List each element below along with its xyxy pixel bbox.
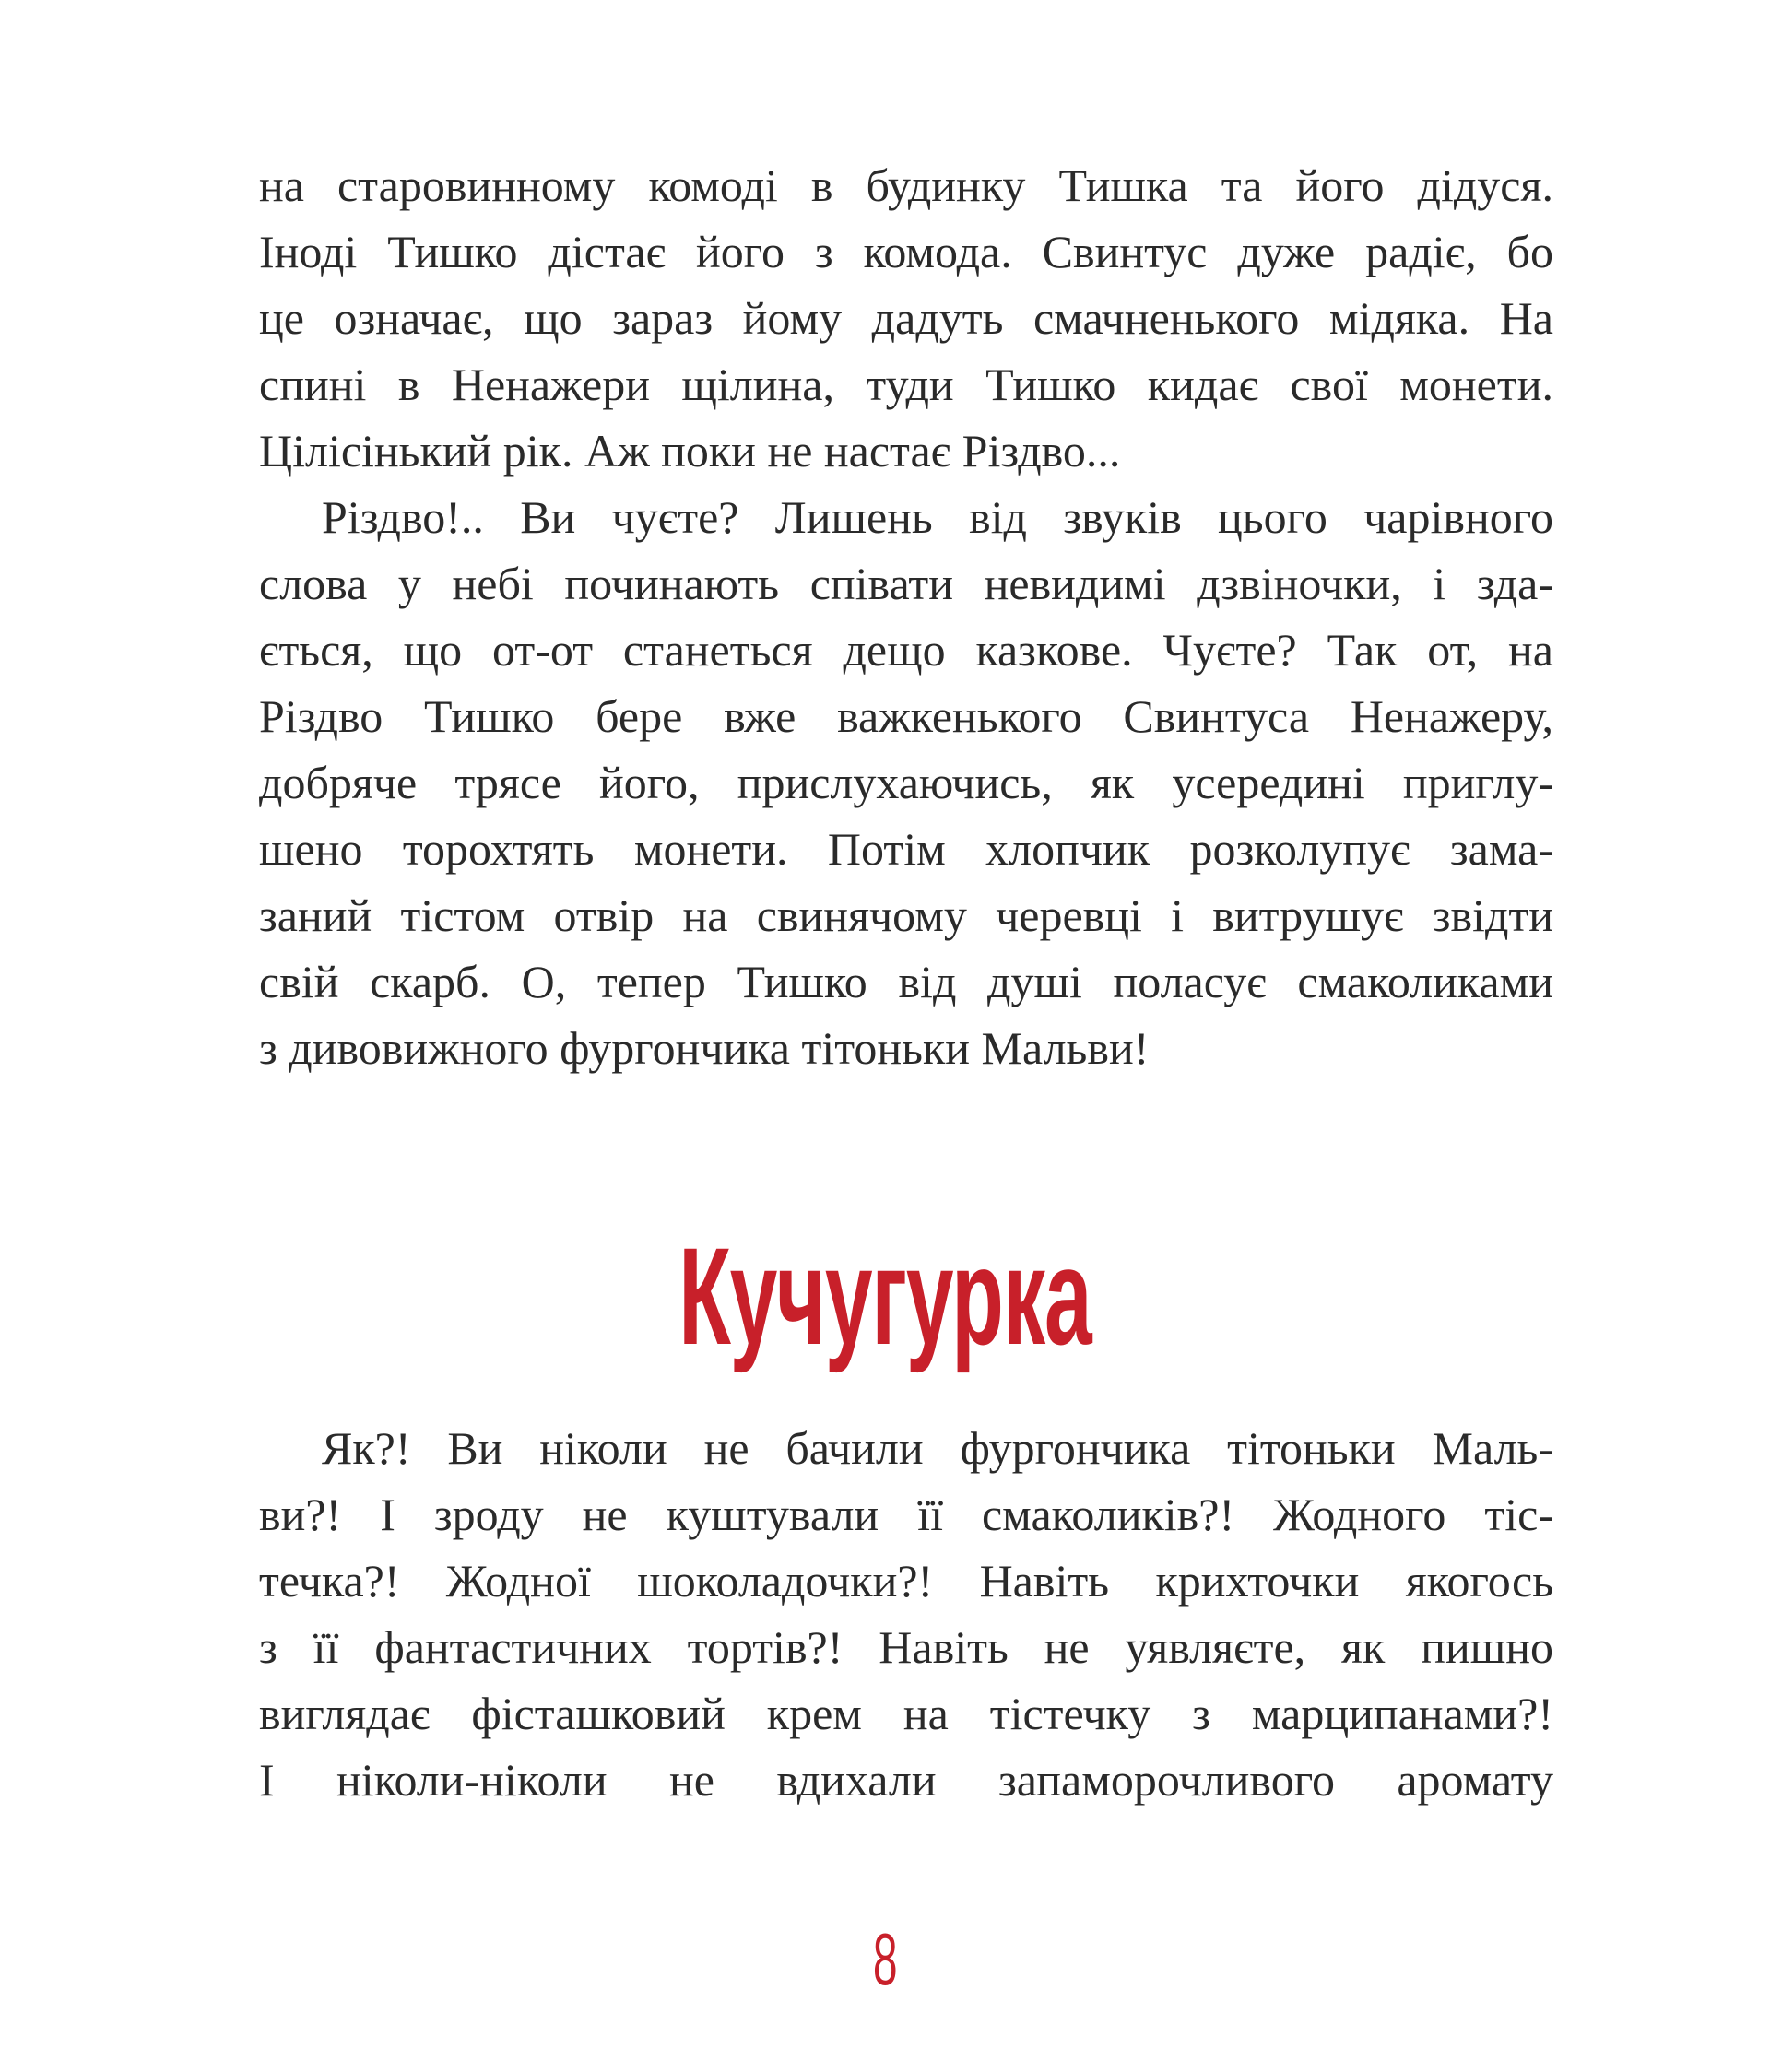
text-line: спині в Ненажери щілина, туди Тишко кидає свої монети. [259,359,1553,410]
chapter-title [0,1217,1770,1376]
text-line: це означає, що зараз йому дадуть смачненького мідяка. На [259,292,1553,344]
text-line: І ніколи-ніколи не вдихали запаморочливого аромату [259,1754,1553,1806]
text-line: заний тістом отвір на свинячому черевці і витрушує звідти [259,889,1553,941]
page-number-text: 8 [872,1918,898,2000]
text-line: ється, що от-от станеться дещо казкове. Чуєте? Так от, на [259,624,1553,676]
text-line: Цілісінький рік. Аж поки не настає Різдво... [259,425,1121,477]
text-line: Як?! Ви ніколи не бачили фургончика тітоньки Маль- [322,1422,1553,1474]
chapter-title-text: Кучугурка [678,1218,1092,1373]
paragraph-1 [259,152,1553,484]
text-line: добряче трясе його, прислухаючись, як усередині приглу- [259,757,1553,808]
text-line: з її фантастичних тортів?! Навіть не уявляєте, як пишно [259,1621,1553,1673]
paragraph-3 [259,1415,1553,1813]
text-line: течка?! Жодної шоколадочки?! Навіть крихточки якогось [259,1555,1553,1607]
text-line: з дивовижного фургончика тітоньки Мальви! [259,1022,1150,1074]
text-line: виглядає фісташковий крем на тістечку з марципанами?! [259,1688,1553,1739]
text-line: Різдво!.. Ви чуєте? Лишень від звуків цього чарівного [322,491,1553,543]
text-line: свій скарб. О, тепер Тишко від душі поласує смаколиками [259,956,1553,1007]
page-number [0,1917,1770,2002]
paragraph-2 [259,484,1553,1081]
text-line: Різдво Тишко бере вже важкенького Свинтуса Ненажеру, [259,690,1553,742]
body-text [259,152,1553,1081]
text-line: на старовинному комоді в будинку Тишка та його дідуся. [259,159,1553,211]
text-line: Іноді Тишко дістає його з комода. Свинтус дуже радіє, бо [259,226,1553,277]
text-line: слова у небі починають співати невидимі дзвіночки, і зда- [259,558,1553,609]
text-line: ви?! І зроду не куштували її смаколиків?! Жодного тіс- [259,1489,1553,1540]
text-line: шено торохтять монети. Потім хлопчик розколупує зама- [259,823,1553,875]
